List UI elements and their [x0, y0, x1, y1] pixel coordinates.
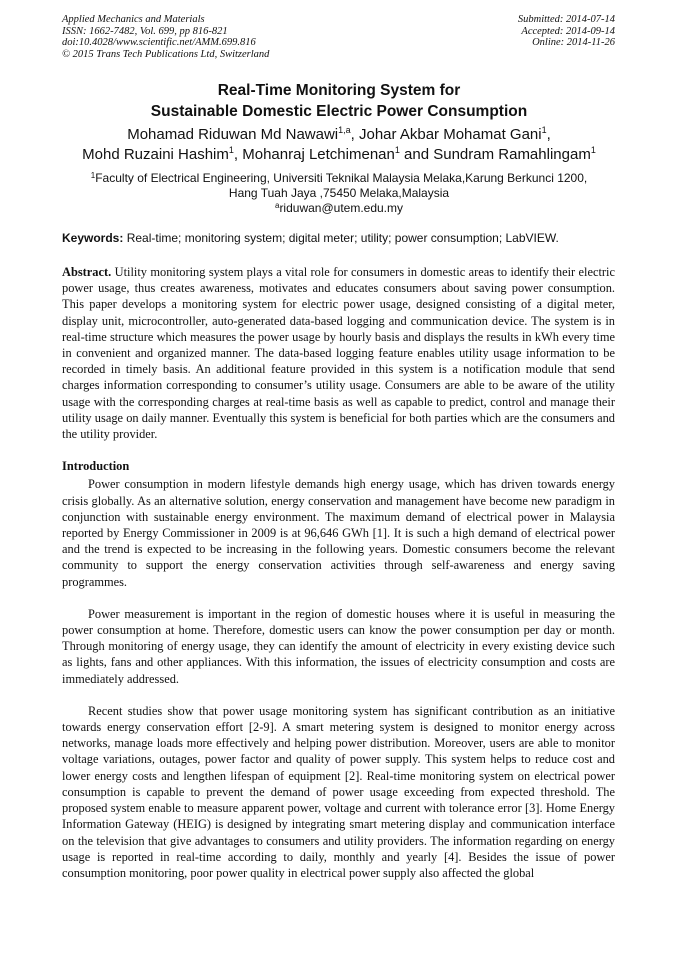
- title-block: [40, 80, 638, 216]
- keywords-text: Real-time; monitoring system; digital meter; utility; power consumption; LabVIEW.: [123, 231, 559, 245]
- body-text: [62, 264, 615, 881]
- abstract-text: Utility monitoring system plays a vital role for consumers in domestic areas to identify their electric power usage, thus creates awareness, motivates and educates consumers about saving power consumption. This paper develops a monitoring system for electric power usage, designed consisting of a digital meter, display unit, microcontroller, auto-generated data-based logging and communication device. The system is in real-time structure which measures the power usage by hourly basis and displays the results in kWh every time in convenient and organized manner. The data-based logging feature enables utility usage information to be recorded in timely basis. An additional feature provided in this system is a notification module that send charges information corresponding to consumer’s utility usage. Consumers are able to be aware of the utility usage with the corresponding charges at real-time basis as well as capable to predict, control and manage their utility usage on daily manner. Eventually this system is beneficial for both parties which are the consumers and the utility provider.: [62, 265, 615, 442]
- affiliation-line-2: Hang Tuah Jaya ,75450 Melaka,Malaysia: [228, 186, 450, 200]
- author-affiliation-mark: 1: [394, 145, 400, 155]
- publication-header: [62, 14, 615, 60]
- author-affiliation-mark: 1: [228, 145, 234, 155]
- title-line-1: Real-Time Monitoring System for: [217, 82, 461, 99]
- email-line: [40, 201, 638, 216]
- author-name: Johar Akbar Mohamat Gani: [359, 126, 542, 143]
- issn-line: ISSN: 1662-7482, Vol. 699, pp 816-821: [62, 25, 228, 37]
- accepted-date: Accepted: 2014-09-14: [521, 25, 615, 37]
- author-name: Mohanraj Letchimenan: [242, 146, 395, 163]
- keywords: [62, 231, 615, 246]
- online-date: Online: 2014-11-26: [532, 37, 615, 48]
- author-separator: ,: [233, 146, 243, 163]
- copyright-line: © 2015 Trans Tech Publications Ltd, Switzerland: [62, 48, 270, 60]
- body-paragraph: Power measurement is important in the region of domestic houses where it is useful in measuring the power consumption at home. Therefore, domestic users can know the power consumption per day or month. Through monitoring of energy usage, they can identify the amount of electricity in every existing device such as lights, fans and other appliances. With this information, the issues of electricity consumption and costs are immediately addressed.: [62, 606, 615, 686]
- author-separator: ,: [350, 126, 359, 143]
- affiliation-text: Faculty of Electrical Engineering, Universiti Teknikal Malaysia Melaka,Karung Berkunci 1200,: [95, 171, 588, 185]
- keywords-label: Keywords:: [62, 231, 124, 245]
- publication-info: [62, 14, 269, 60]
- abstract-label: Abstract.: [62, 265, 112, 279]
- author-separator: ,: [546, 126, 551, 143]
- paper-title: [40, 80, 638, 122]
- author-name: Sundram Ramahlingam: [433, 146, 591, 163]
- author-name: Mohamad Riduwan Md Nawawi: [127, 126, 339, 143]
- section-heading: Introduction: [62, 459, 130, 474]
- author-name: Mohd Ruzaini Hashim: [82, 146, 229, 163]
- author-email[interactable]: riduwan@utem.edu.my: [279, 201, 404, 215]
- author-affiliation-mark: 1: [541, 125, 547, 135]
- doi-link[interactable]: doi:10.4028/www.scientific.net/AMM.699.816: [62, 37, 256, 48]
- body-paragraph: Recent studies show that power usage monitoring system has significant contribution as an initiative towards energy conservation effort [2-9]. A smart metering system is designed to monitor energy across networks, manage loads more effectively and helping power distribution. Moreover, users are able to monitor voltage variations, outages, power factor and quality of power supply. This system helps to reduce cost and lower energy costs and lengthen lifespan of equipment [2]. Real-time monitoring system on electrical power consumption is capable to prevent the demand of power usage exceeding from expected threshold. The proposed system enable to measure apparent power, voltage and current with tolerance error [3]. Home Energy Information Gateway (HEIG) is designed by integrating smart metering display and communication interface on the television that give advantages to consumers and utility providers. The information regarding on energy usage is reported in real-time according to daily, monthly and yearly [4]. Besides the issue of power consumption monitoring, poor power quality in electrical power supply also affected the global: [62, 703, 615, 880]
- journal-name: Applied Mechanics and Materials: [62, 14, 205, 25]
- affiliation: [40, 171, 638, 216]
- abstract: [62, 264, 615, 442]
- email-mark: a: [274, 201, 280, 210]
- author-list: [40, 125, 638, 165]
- author-affiliation-mark: 1: [590, 145, 596, 155]
- affiliation-mark: 1: [90, 171, 96, 180]
- author-affiliation-mark: 1,a: [338, 125, 351, 135]
- submitted-date: Submitted: 2014-07-14: [517, 14, 615, 25]
- title-line-2: Sustainable Domestic Electric Power Consumption: [150, 103, 528, 120]
- publication-dates: [518, 14, 615, 60]
- author-separator: and: [399, 146, 434, 163]
- affiliation-line-1: [40, 171, 638, 186]
- body-paragraph: Power consumption in modern lifestyle demands high energy usage, which has driven towards energy crisis globally. As an alternative solution, energy conservation and management have become new paradigm in conjunction with sustainable energy environment. The maximum demand of electrical power in Malaysia reported by Energy Commissioner in 2009 is at 96,646 GWh [1]. It is such a high demand of electrical power and the trend is expected to be increasing in the following years. Domestic consumers become the relevant community to support the energy conservation activities through self-awareness and energy saving programmes.: [62, 477, 615, 589]
